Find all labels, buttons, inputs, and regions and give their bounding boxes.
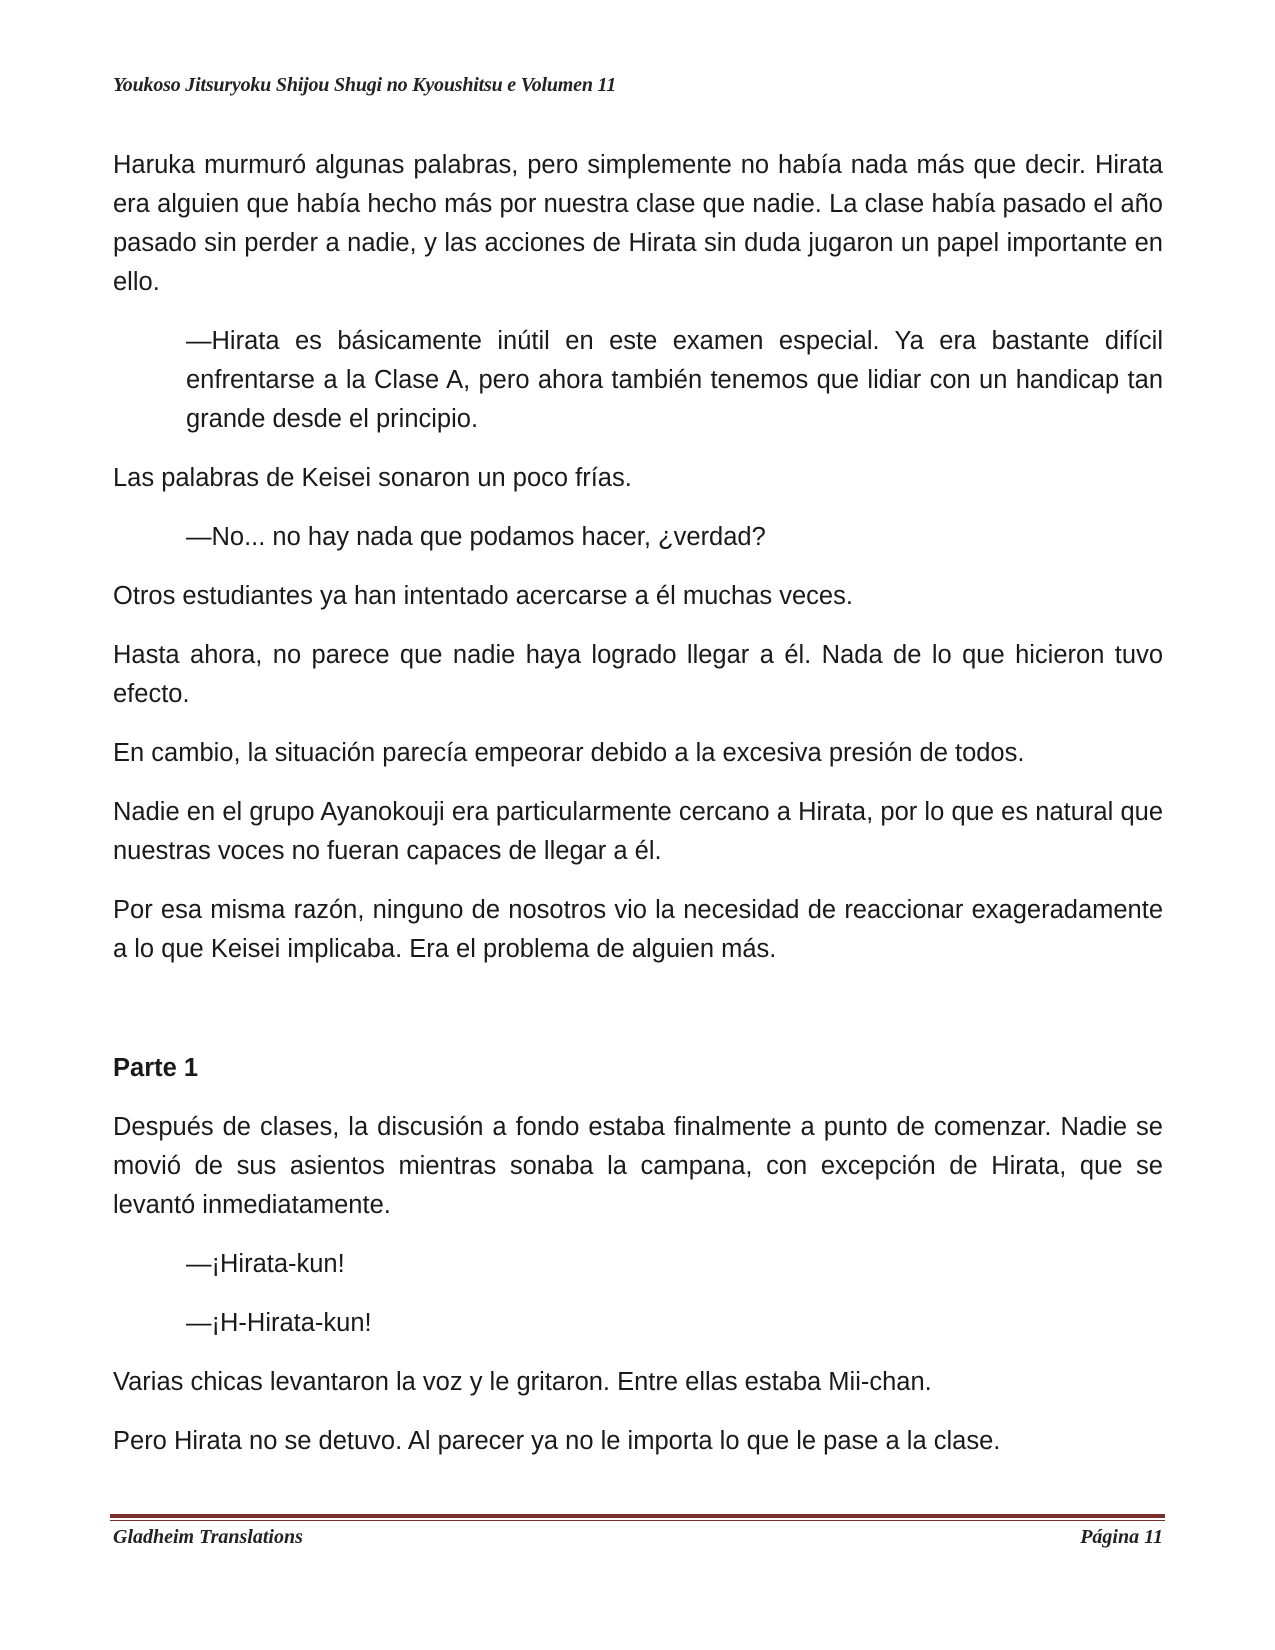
paragraph-3: Otros estudiantes ya han intentado acercarse a él muchas veces. (113, 582, 853, 610)
footer-rule-thin (110, 1520, 1165, 1521)
paragraph-2: Las palabras de Keisei sonaron un poco frías. (113, 464, 632, 492)
paragraph-1: Haruka murmuró algunas palabras, pero simplemente no había nada más que decir. Hirata era alguien que había hecho más por nuestra clase que nadie. La clase había pasado el año pasado sin perder a nadie, y las acciones de Hirata sin duda jugaron un papel importante en ello. (113, 151, 1163, 296)
footer-rule-thick (110, 1514, 1165, 1518)
paragraph-10: Pero Hirata no se detuvo. Al parecer ya no le importa lo que le pase a la clase. (113, 1427, 1001, 1455)
paragraph-7: Por esa misma razón, ninguno de nosotros vio la necesidad de reaccionar exageradamente a lo que Keisei implicaba. Era el problema de alguien más. (113, 896, 1163, 963)
dialogue-2: —No... no hay nada que podamos hacer, ¿verdad? (186, 523, 766, 551)
dialogue-3: —¡Hirata-kun! (186, 1250, 345, 1278)
dialogue-4: —¡H-Hirata-kun! (186, 1309, 372, 1337)
paragraph-6: Nadie en el grupo Ayanokouji era particularmente cercano a Hirata, por lo que es natural que nuestras voces no fueran capaces de llegar a él. (113, 798, 1163, 865)
paragraph-8: Después de clases, la discusión a fondo estaba finalmente a punto de comenzar. Nadie se movió de sus asientos mientras sonaba la campana, con excepción de Hirata, que se levantó inmediatamente. (113, 1113, 1163, 1219)
footer-translator-credit: Gladheim Translations (113, 1526, 303, 1548)
footer-page-number: Página 11 (1080, 1526, 1163, 1548)
page-body (113, 146, 1163, 1481)
section-title: Parte 1 (113, 1054, 199, 1082)
paragraph-5: En cambio, la situación parecía empeorar debido a la excesiva presión de todos. (113, 739, 1025, 767)
running-header: Youkoso Jitsuryoku Shijou Shugi no Kyoushitsu e Volumen 11 (113, 74, 617, 96)
dialogue-1: —Hirata es básicamente inútil en este examen especial. Ya era bastante difícil enfrentarse a la Clase A, pero ahora también tenemos que lidiar con un handicap tan grande desde el principio. (186, 327, 1163, 433)
paragraph-4: Hasta ahora, no parece que nadie haya logrado llegar a él. Nada de lo que hicieron tuvo efecto. (113, 641, 1163, 708)
paragraph-9: Varias chicas levantaron la voz y le gritaron. Entre ellas estaba Mii-chan. (113, 1368, 932, 1396)
